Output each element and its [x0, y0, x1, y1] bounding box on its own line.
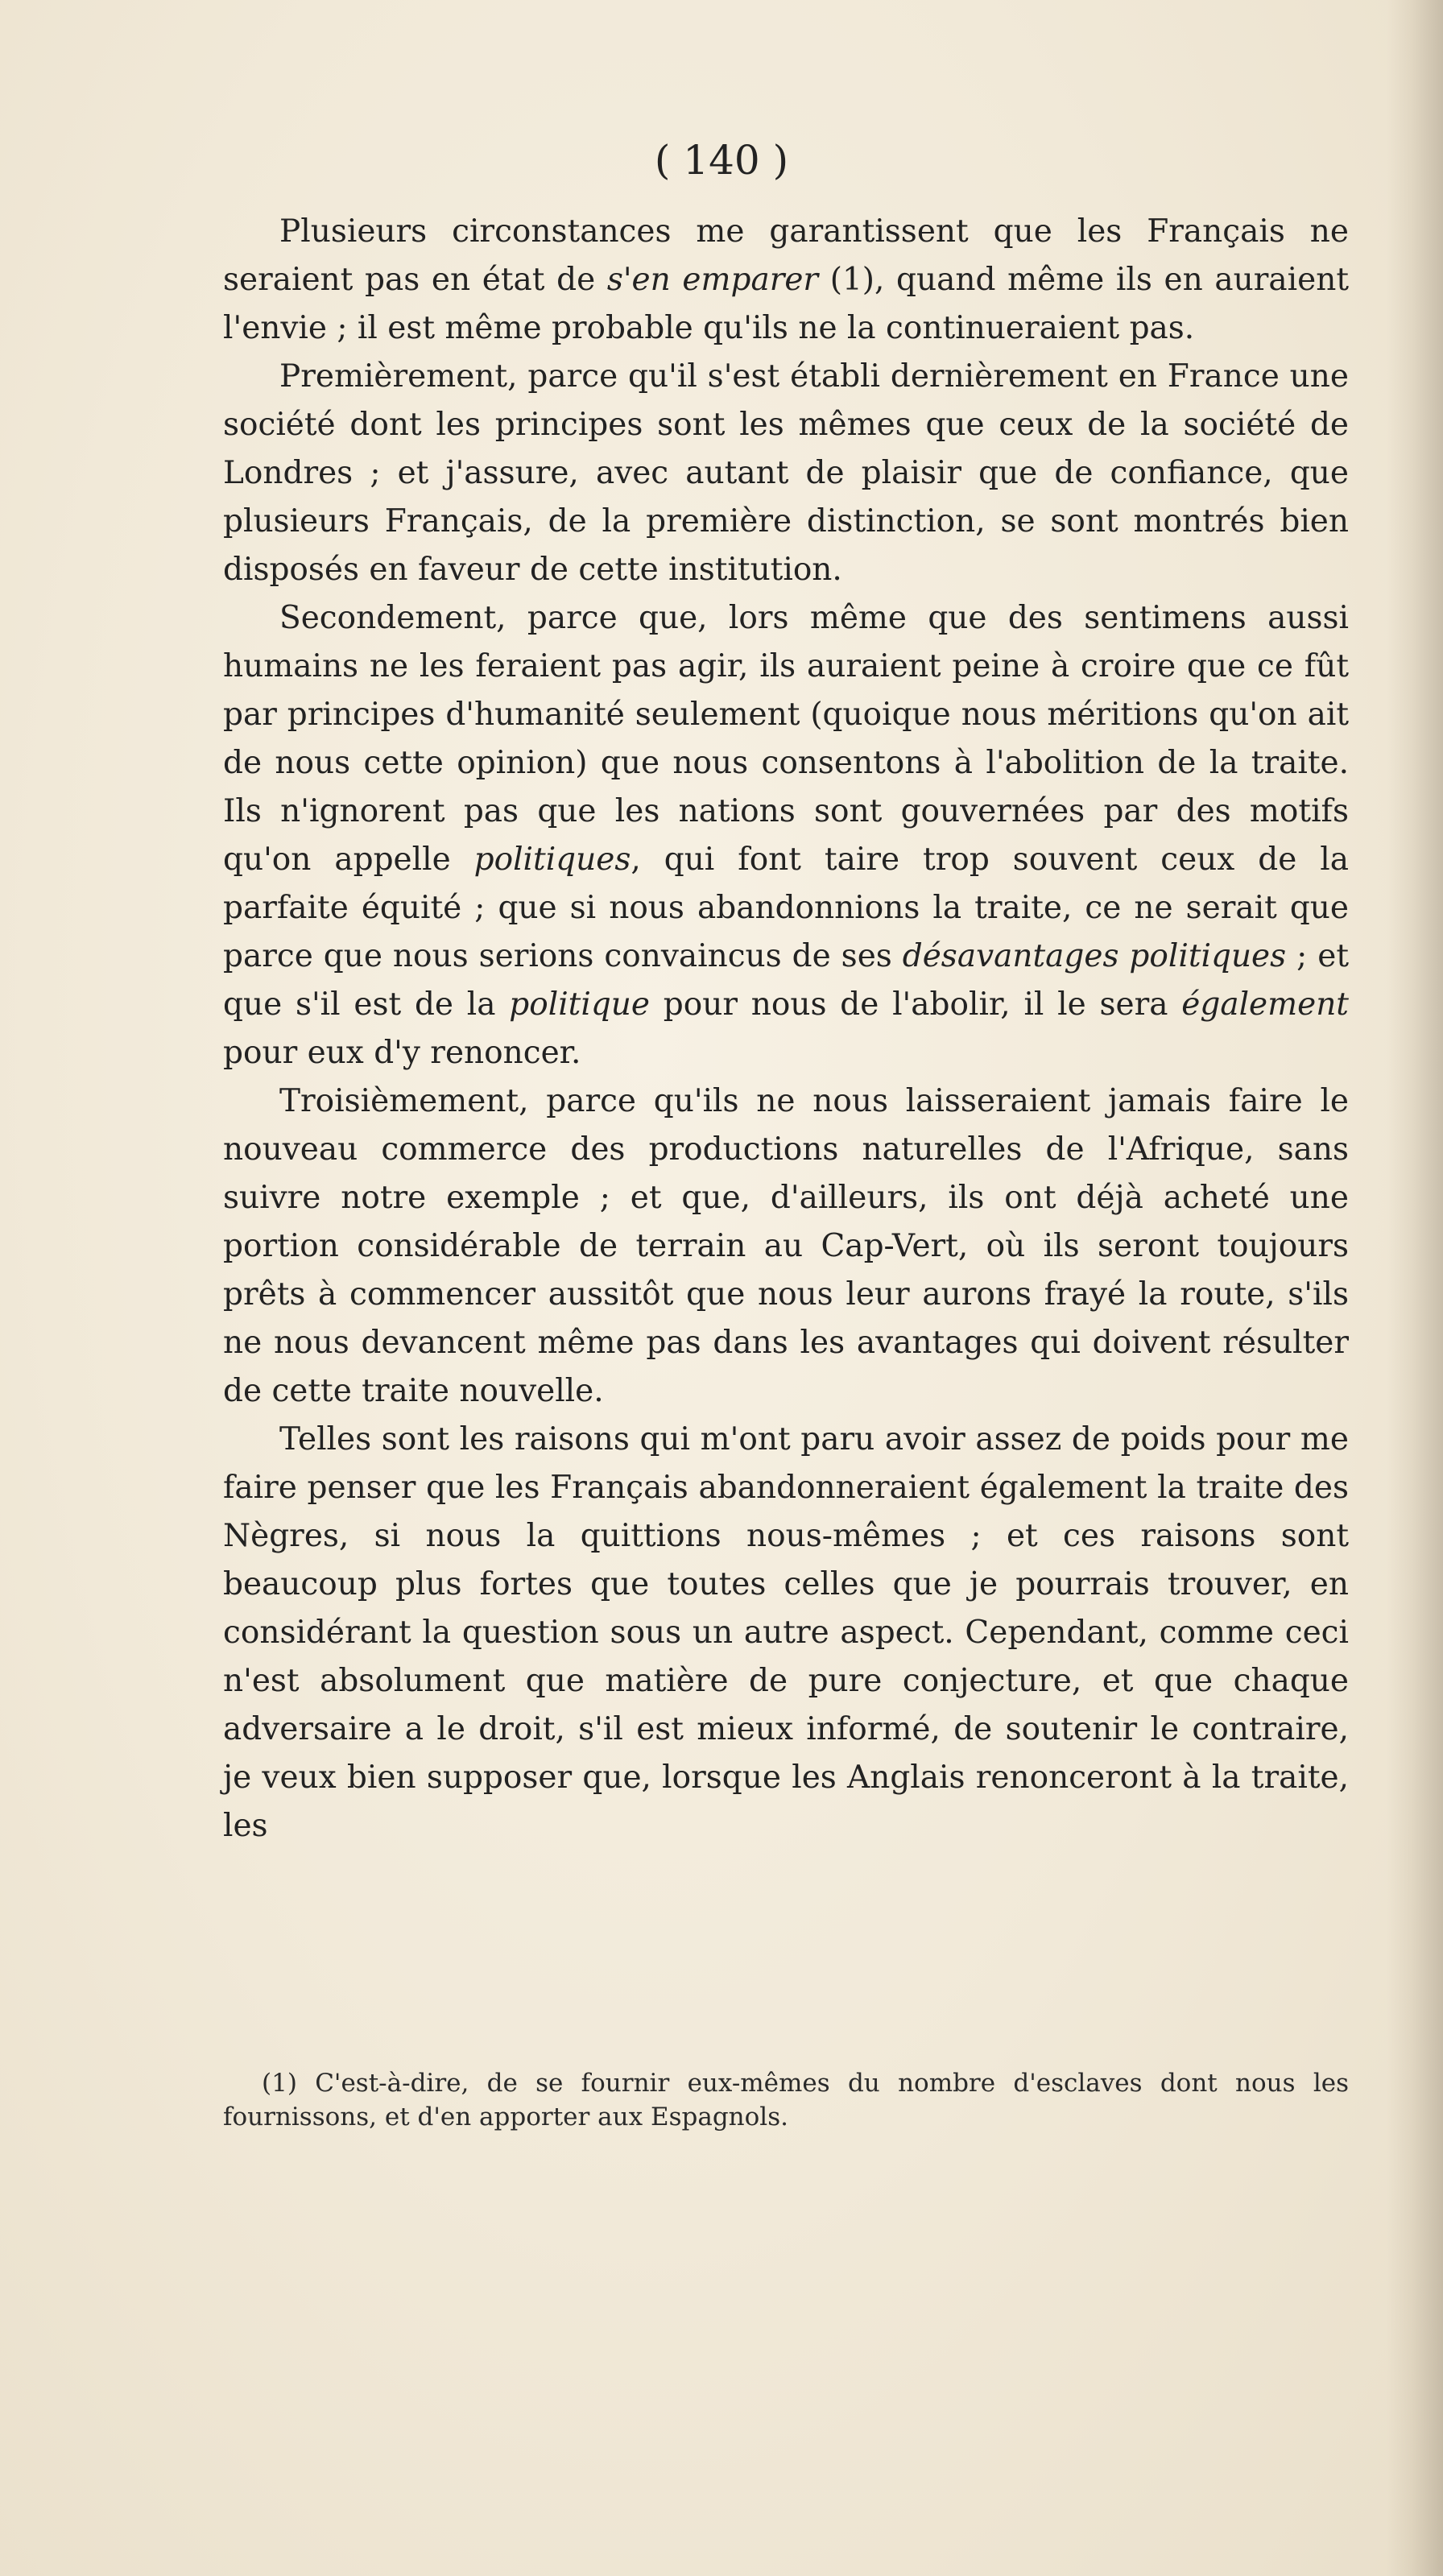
- italic-text: s'en emparer: [606, 262, 819, 298]
- body-text: [223, 208, 1349, 1850]
- page-edge-shadow: [1387, 0, 1443, 2576]
- text-segment: Troisièmement, parce qu'ils ne nous laisseraient jamais faire le nouveau commerce des productions naturelles de l'Afrique, sans suivre notre exemple ; et que, d'ailleurs, ils ont déjà acheté une portion considérable de terrain au Cap-Vert, où ils seront toujours prêts à commencer aussitôt que nous leur aurons frayé la route, s'ils ne nous devancent même pas dans les avantages qui doivent résulter de cette traite nouvelle.: [223, 1083, 1349, 1409]
- footnote-section: [223, 2066, 1349, 2134]
- paragraph: [223, 353, 1349, 594]
- text-segment: Secondement, parce que, lors même que des sentimens aussi humains ne les feraient pas agir, ils auraient peine à croire que ce fût par principes d'humanité seulement (quoique nous méritions qu'on ait de nous cette opinion) que nous consentons à l'abolition de la traite. Ils n'ignorent pas que les nations sont gouvernées par des motifs qu'on appelle: [223, 600, 1349, 878]
- italic-text: politique: [509, 986, 650, 1023]
- text-segment: Premièrement, parce qu'il s'est établi dernièrement en France une société dont les principes sont les mêmes que ceux de la société de Londres ; et j'assure, avec autant de plaisir que de confiance, que plusieurs Français, de la première distinction, se sont montrés bien disposés en faveur de cette institution.: [223, 358, 1349, 588]
- text-segment: Plusieurs circonstances me garantissent que les Français ne seraient pas en état de: [223, 213, 1349, 298]
- text-segment: (1), quand même ils en auraient l'envie ; il est même probable qu'ils ne la continueraient pas.: [223, 262, 1350, 346]
- text-segment: ; et que s'il est de la: [223, 938, 1349, 1023]
- italic-text: politiques: [473, 841, 631, 878]
- text-segment: Telles sont les raisons qui m'ont paru avoir assez de poids pour me faire penser que les Français abandonneraient également la traite des Nègres, si nous la quittions nous-mêmes ; et ces raisons sont beaucoup plus fortes que toutes celles que je pourrais trouver, en considérant la question sous un autre aspect. Cependant, comme ceci n'est absolument que matière de pure conjecture, et que chaque adversaire a le droit, s'il est mieux informé, de soutenir le contraire, je veux bien supposer que, lorsque les Anglais renonceront à la traite, les: [223, 1421, 1349, 1844]
- paragraph: [223, 594, 1349, 1077]
- footnote: (1) C'est-à-dire, de se fournir eux-mêmes du nombre d'esclaves dont nous les fournissons, et d'en apporter aux Espagnols.: [223, 2069, 1349, 2132]
- page-number: ( 140 ): [654, 137, 789, 184]
- text-segment: , qui font taire trop souvent ceux de la parfaite équité ; que si nous abandonnions la traite, ce ne serait que parce que nous serions convaincus de ses: [223, 841, 1349, 974]
- text-segment: pour eux d'y renoncer.: [223, 1035, 581, 1071]
- paragraph: [223, 1416, 1349, 1850]
- paragraph: [223, 1077, 1349, 1416]
- italic-text: également: [1181, 986, 1349, 1023]
- italic-text: désavantages politiques: [902, 938, 1287, 974]
- text-segment: pour nous de l'abolir, il le sera: [649, 986, 1182, 1023]
- paragraph: [223, 208, 1349, 353]
